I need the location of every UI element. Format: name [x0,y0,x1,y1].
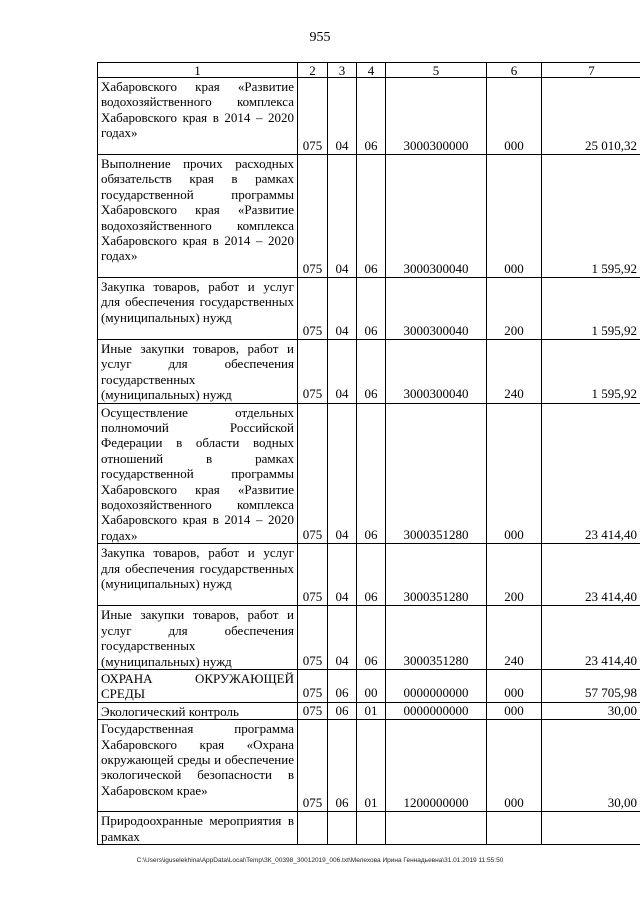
row-section [328,812,357,845]
header-col-3: 3 [328,63,357,78]
table-row [98,669,640,702]
row-expense-type: 000 [487,669,542,702]
row-expense-type: 000 [487,78,542,155]
row-name: Хабаровского края «Развитие водохозяйственного комплекса Хабаровского края в 2014 – 2020 годах» [98,78,298,155]
row-target-article: 3000351280 [386,606,487,670]
row-target-article: 0000000000 [386,669,487,702]
row-target-article: 1200000000 [386,720,487,812]
row-name: Выполнение прочих расходных обязательств края в рамках государственной программы Хабаровского края «Развитие водохозяйственного комплекса Хабаровского края в 2014 – 2020 годах» [98,155,298,278]
header-col-1: 1 [98,63,298,78]
row-subsection: 06 [357,155,386,278]
row-admin-code: 075 [298,155,328,278]
row-amount: 23 414,40 [542,606,640,670]
row-admin-code: 075 [298,78,328,155]
row-target-article [386,812,487,845]
row-expense-type: 200 [487,544,542,606]
row-amount: 57 705,98 [542,669,640,702]
page-number: 955 [309,30,331,45]
row-admin-code: 075 [298,720,328,812]
budget-table [97,62,640,845]
header-col-7: 7 [542,63,640,78]
row-amount: 25 010,32 [542,78,640,155]
row-section: 06 [328,702,357,719]
row-section: 04 [328,606,357,670]
row-subsection: 06 [357,606,386,670]
table-row [98,702,640,719]
row-admin-code: 075 [298,544,328,606]
row-subsection: 06 [357,278,386,340]
row-name: Государственная программа Хабаровского края «Охрана окружающей среды и обеспечение экологической безопасности в Хабаровском крае» [98,720,298,812]
row-name: Закупка товаров, работ и услуг для обеспечения государственных (муниципальных) нужд [98,278,298,340]
row-admin-code: 075 [298,669,328,702]
row-subsection [357,812,386,845]
table-row [98,544,640,606]
row-section: 06 [328,720,357,812]
row-subsection: 06 [357,340,386,404]
row-name: Иные закупки товаров, работ и услуг для обеспечения государственных (муниципальных) нужд [98,606,298,670]
row-amount: 23 414,40 [542,403,640,544]
header-col-5: 5 [386,63,487,78]
row-expense-type [487,812,542,845]
header-col-6: 6 [487,63,542,78]
row-subsection: 06 [357,403,386,544]
row-subsection: 01 [357,720,386,812]
table-row [98,720,640,812]
row-subsection: 01 [357,702,386,719]
table-row [98,155,640,278]
row-admin-code: 075 [298,340,328,404]
row-subsection: 06 [357,544,386,606]
header-col-4: 4 [357,63,386,78]
row-section: 04 [328,155,357,278]
table-row [98,403,640,544]
row-amount: 23 414,40 [542,544,640,606]
row-expense-type: 000 [487,155,542,278]
row-admin-code: 075 [298,278,328,340]
header-row [98,63,640,78]
table-row [98,340,640,404]
row-admin-code: 075 [298,606,328,670]
table-row [98,606,640,670]
row-name: Иные закупки товаров, работ и услуг для обеспечения государственных (муниципальных) нужд [98,340,298,404]
row-amount: 1 595,92 [542,278,640,340]
row-section: 04 [328,340,357,404]
row-target-article: 3000351280 [386,403,487,544]
row-name: Закупка товаров, работ и услуг для обеспечения государственных (муниципальных) нужд [98,544,298,606]
footer-path: C:\Users\iguselekhina\AppData\Local\Temp\ЗК_00398_30012019_006.txt\Мелехова Ирина Геннадьевна\31.01.2019 11:55:50 [136,857,504,864]
row-expense-type: 240 [487,340,542,404]
header-col-2: 2 [298,63,328,78]
row-amount: 30,00 [542,702,640,719]
row-amount [542,812,640,845]
row-expense-type: 240 [487,606,542,670]
row-expense-type: 000 [487,403,542,544]
row-target-article: 3000351280 [386,544,487,606]
row-amount: 1 595,92 [542,155,640,278]
row-target-article: 3000300040 [386,340,487,404]
row-target-article: 3000300040 [386,155,487,278]
row-admin-code: 075 [298,403,328,544]
row-admin-code: 075 [298,702,328,719]
row-subsection: 00 [357,669,386,702]
table-row [98,812,640,845]
row-section: 06 [328,669,357,702]
row-amount: 30,00 [542,720,640,812]
row-name: Осуществление отдельных полномочий Российской Федерации в области водных отношений в рамках государственной программы Хабаровского края «Развитие водохозяйственного комплекса Хабаровского края в 2014 – 2020 годах» [98,403,298,544]
row-target-article: 0000000000 [386,702,487,719]
row-expense-type: 200 [487,278,542,340]
row-section: 04 [328,78,357,155]
table-row [98,278,640,340]
row-target-article: 3000300000 [386,78,487,155]
row-expense-type: 000 [487,720,542,812]
row-section: 04 [328,403,357,544]
row-admin-code [298,812,328,845]
row-section: 04 [328,544,357,606]
row-name: Экологический контроль [98,702,298,719]
table-row [98,78,640,155]
row-target-article: 3000300040 [386,278,487,340]
row-section: 04 [328,278,357,340]
row-amount: 1 595,92 [542,340,640,404]
row-expense-type: 000 [487,702,542,719]
row-name: ОХРАНА ОКРУЖАЮЩЕЙ СРЕДЫ [98,669,298,702]
row-name: Природоохранные мероприятия в рамках [98,812,298,845]
row-subsection: 06 [357,78,386,155]
